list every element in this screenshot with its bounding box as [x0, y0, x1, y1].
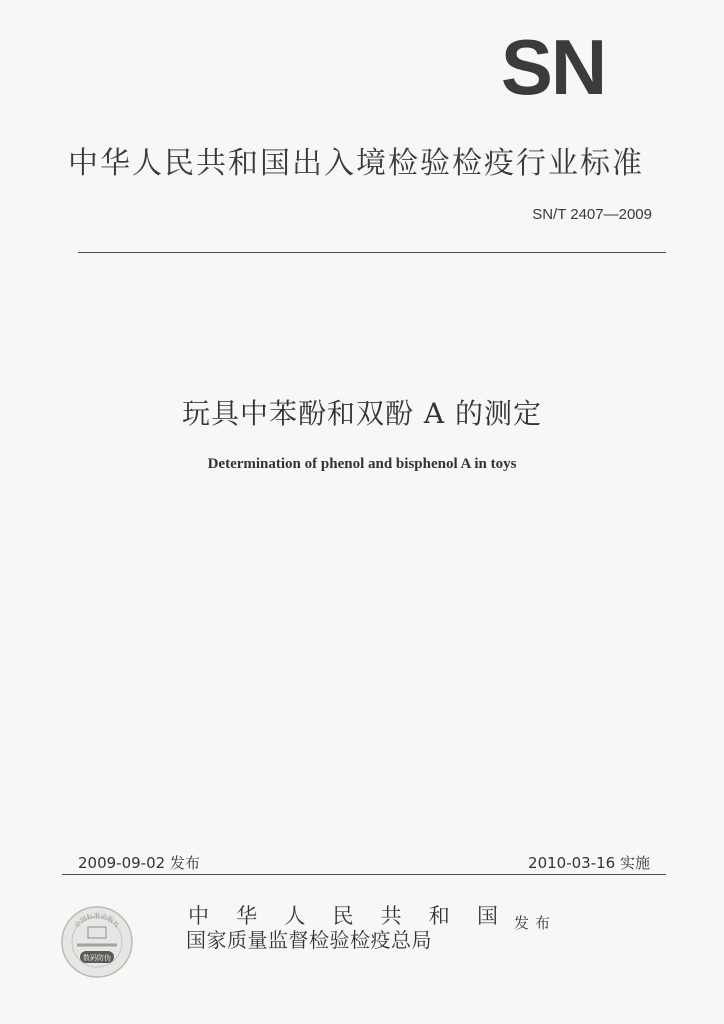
issuer-char: 中: [188, 904, 209, 928]
industry-standard-title: 中华人民共和国出入境检验检疫行业标准: [68, 146, 644, 181]
implementation-date: 2010-03-16 实施: [528, 854, 650, 872]
seal-center-text: 数码防伪: [83, 954, 111, 962]
issuer-char: 人: [284, 904, 306, 928]
publish-label: 发布: [514, 914, 557, 932]
issuer-char: 和: [428, 904, 450, 928]
issuer-char: 华: [236, 904, 258, 928]
issuer-agency-name: 国家质量监督检验检疫总局: [186, 928, 432, 952]
issuer-char: 国: [476, 904, 498, 928]
issuer-char: 民: [332, 904, 354, 928]
sn-logo: [486, 34, 620, 98]
issuer-char: 共: [380, 904, 402, 928]
anti-counterfeit-seal: [60, 905, 134, 979]
document-title-english: Determination of phenol and bisphenol A in toys: [207, 456, 517, 472]
sn-logo-text: SN: [500, 34, 606, 98]
seal-ring-text: 中国标准出版社: [72, 912, 122, 930]
document-title-chinese: 玩具中苯酚和双酚 A 的测定: [181, 397, 543, 430]
issue-date: 2009-09-02 发布: [78, 854, 200, 872]
footer-divider: [62, 874, 666, 875]
header-divider: [78, 252, 666, 253]
standard-code: SN/T 2407—2009: [532, 206, 652, 223]
